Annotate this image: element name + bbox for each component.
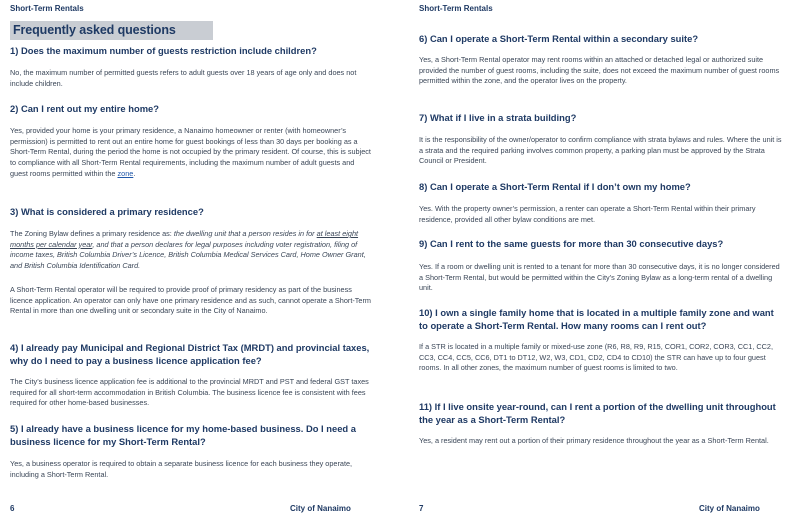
- answer-3-intro: The Zoning Bylaw defines a primary residence as:: [10, 229, 172, 238]
- question-1: 1) Does the maximum number of guests restriction include children?: [10, 45, 317, 56]
- answer-7: It is the responsibility of the owner/operator to confirm compliance with strata bylaws and rules. Where the unit is a strata and the required parking involves common property, a parking plan must be approved by the Strata Council or President.: [419, 135, 782, 166]
- question-8: 8) Can I operate a Short-Term Rental if I don’t own my home?: [419, 181, 691, 192]
- running-header: Short-Term Rentals: [10, 4, 84, 13]
- answer-5: Yes, a business operator is required to obtain a separate business licence for each business they operate, including a Short-Term Rental.: [10, 459, 353, 479]
- answer-10: If a STR is located in a multiple family or mixed-use zone (R6, R8, R9, R15, COR1, COR2, COR3, CC1, CC2, CC3, CC4, CC5, CC6, DT1 to DT12, W2, W3, CD1, CD2, CD4 to CD10) the STR can have up to four guest rooms. In all other zones, the maximum number of guest rooms is limited to two.: [419, 342, 774, 373]
- section-title-banner: [10, 21, 213, 40]
- left-page: [10, 0, 385, 520]
- right-page-number: 7: [419, 504, 424, 513]
- right-footer-city: City of Nanaimo: [699, 504, 760, 513]
- question-7: 7) What if I live in a strata building?: [419, 112, 577, 123]
- question-11: 11) If I live onsite year-round, can I rent a portion of the dwelling unit throughout the year as a Short-Term Rental?: [419, 401, 776, 425]
- answer-2-end: .: [133, 168, 136, 178]
- answer-11: Yes, a resident may rent out a portion of their primary residence throughout the year as a Short-Term Rental.: [419, 436, 769, 445]
- question-5: 5) I already have a business licence for my home-based business. Do I need a business licence for my Short-Term Rental?: [10, 423, 356, 447]
- answer-3-def-a: the dwelling unit that a person resides in for: [173, 229, 315, 238]
- running-header: Short-Term Rentals: [419, 4, 493, 13]
- answer-8: Yes. With the property owner’s permission, a renter can operate a Short-Term Rental within their primary residence, provided all other bylaw conditions are met.: [419, 204, 756, 224]
- answer-2: [10, 126, 372, 180]
- left-page-number: 6: [10, 504, 15, 513]
- answer-1: No, the maximum number of permitted guests refers to adult guests over 18 years of age only and does not include children.: [10, 68, 357, 88]
- question-3: 3) What is considered a primary residence?: [10, 206, 204, 217]
- right-page: [419, 0, 790, 520]
- answer-2-text: Yes, provided your home is your primary residence, a Nanaimo homeowner or renter (with homeowner’s permission) is permitted to rent out an entire home for guest bookings of less than 30 days per booking as a Short-Term Rental, during the period the home is not occupied by the primary resident. Of course, this is subject to compliance with all Short-Term Rental requirements, including the maximum number of adult guests and guest rooms permitted within the: [10, 126, 371, 178]
- answer-9: Yes. If a room or dwelling unit is rented to a tenant for more than 30 consecutive days, it is no longer considered a Short-Term Rental, but would be permitted within the City’s Zoning Bylaw as a long-term rental of a dwelling unit.: [419, 262, 780, 293]
- question-4: 4) I already pay Municipal and Regional District Tax (MRDT) and provincial taxes, why do I need to pay a business licence application fee?: [10, 342, 370, 366]
- answer-6: Yes, a Short-Term Rental operator may rent rooms within an attached or detached legal or authorized suite provided the number of guest rooms, including the suite, does not exceed the maximum number of guest rooms permitted within the zone, and the operator lives on the property.: [419, 55, 780, 86]
- answer-3-definition: [10, 229, 372, 272]
- answer-3-def-b: at least eight months per calendar year: [10, 229, 359, 249]
- section-title: Frequently asked questions: [13, 23, 176, 37]
- left-footer-city: City of Nanaimo: [290, 504, 351, 513]
- answer-3-paragraph-2: A Short-Term Rental operator will be required to provide proof of primary residency as part of the business licence application. An operator can only have one primary residence and as such, cannot operate a Short-Term Rental in more than one dwelling unit or secondary suite in the City of Nanaimo.: [10, 285, 371, 316]
- zone-link[interactable]: zone: [117, 168, 134, 178]
- answer-4: The City’s business licence application fee is additional to the provincial MRDT and PST and federal GST taxes required for all short-term accommodation in British Columbia. The business licence fee is consistent with fees required for other home-based businesses.: [10, 377, 369, 408]
- question-10: 10) I own a single family home that is located in a multiple family zone and want to operate a Short-Term Rental. How many rooms can I rent out?: [419, 307, 774, 331]
- answer-3-def-c: , and that a person declares for legal purposes including voter registration, filing of income taxes, British Columbia Driver’s Licence, British Columbia Medical Services Card, Home Owner Grant, and British Columbia Identification Card.: [10, 239, 366, 271]
- question-6: 6) Can I operate a Short-Term Rental within a secondary suite?: [419, 33, 699, 44]
- question-2: 2) Can I rent out my entire home?: [10, 103, 159, 114]
- question-9: 9) Can I rent to the same guests for more than 30 consecutive days?: [419, 238, 724, 249]
